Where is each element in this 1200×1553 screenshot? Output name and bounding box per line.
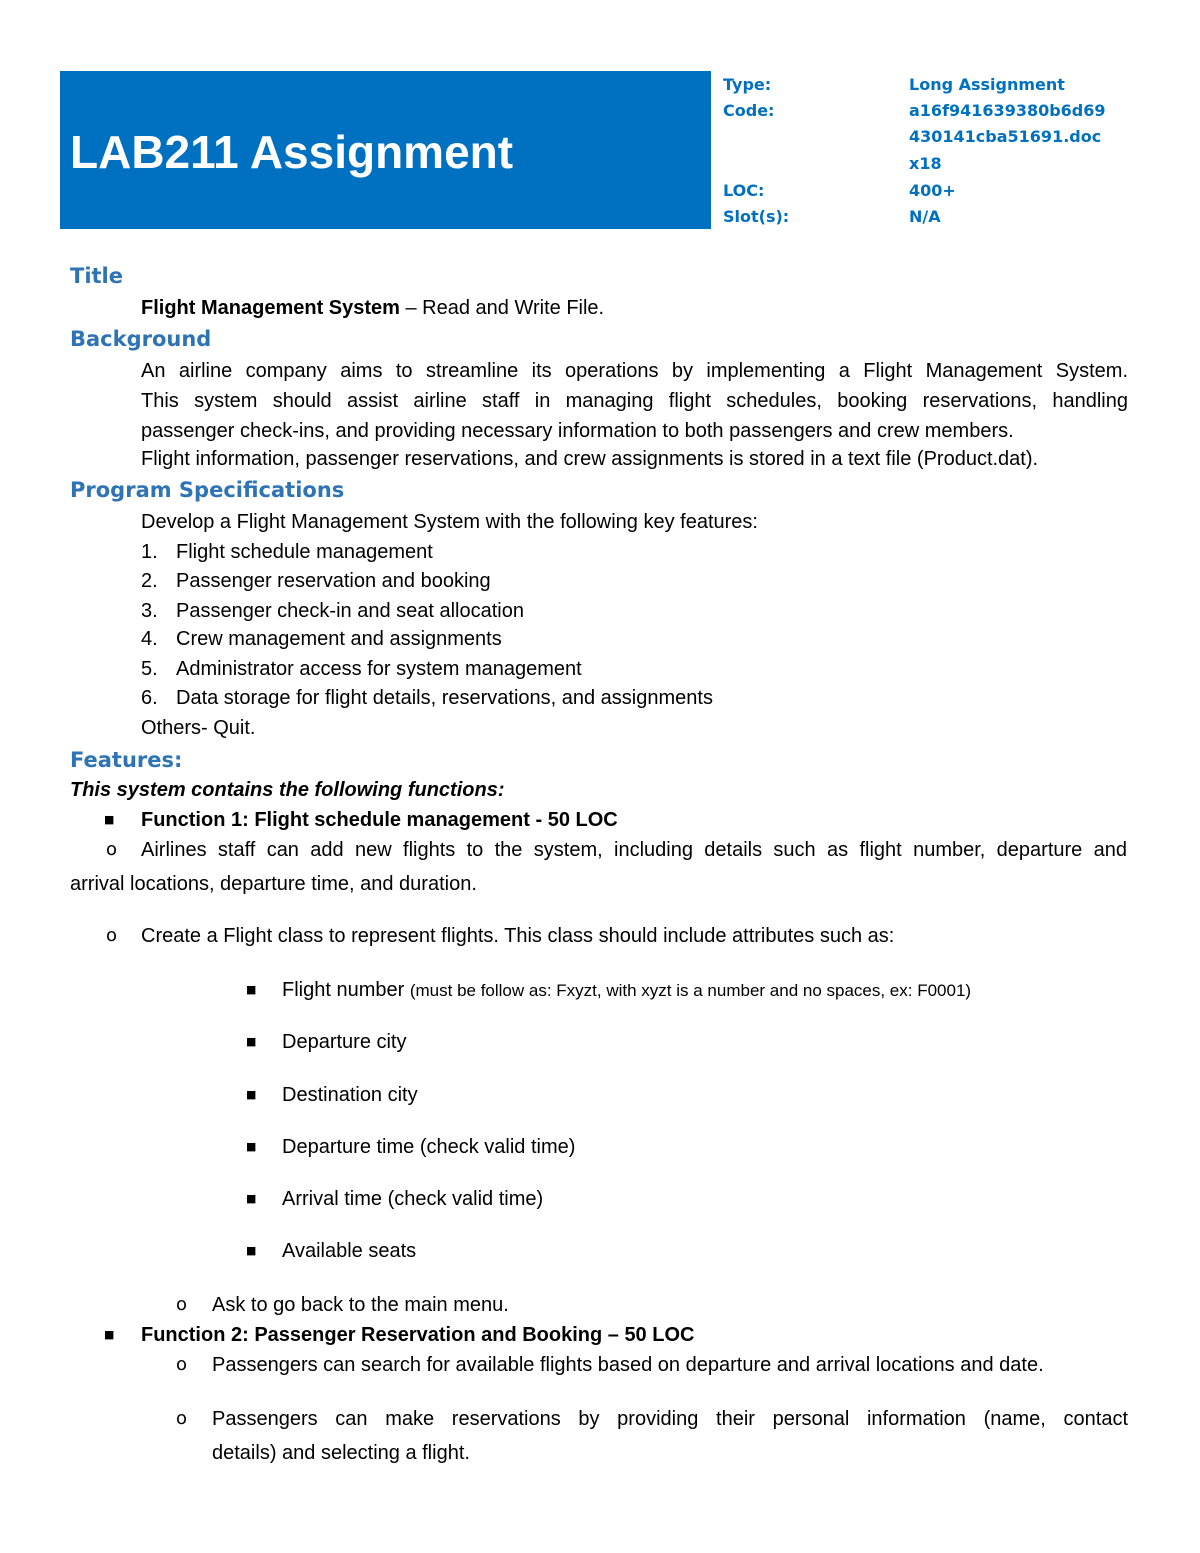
background-line-2: This system should assist airline staff in managing flight schedules, booking reservations, handling — [141, 390, 1128, 412]
function-1-title: Function 1: Flight schedule management - 50 LOC — [141, 809, 618, 831]
title-rest-text: – Read and Write File. — [399, 297, 605, 319]
specs-item-text: Data storage for flight details, reservations, and assignments — [176, 687, 713, 709]
specs-item-text: Flight schedule management — [176, 541, 433, 563]
section-heading-features: Features: — [70, 748, 183, 772]
f1-bullet-2: Create a Flight class to represent flights. This class should include attributes such as: — [141, 925, 895, 947]
square-bullet-icon: ■ — [246, 1035, 257, 1048]
meta-code-label: Code: — [723, 101, 775, 120]
f2-bullet-1: Passengers can search for available flights based on departure and arrival locations and date. — [212, 1354, 1044, 1376]
meta-type-label: Type: — [723, 75, 772, 94]
f2-bullet-2-line-2: details) and selecting a flight. — [212, 1442, 470, 1464]
specs-item-text: Crew management and assignments — [176, 628, 502, 650]
meta-loc-value: 400+ — [909, 181, 956, 200]
section-heading-title: Title — [70, 264, 124, 288]
circle-bullet-icon: o — [176, 1408, 188, 1429]
document-title: LAB211 Assignment — [70, 126, 514, 178]
specs-item-text: Administrator access for system management — [176, 658, 582, 680]
title-bold-text: Flight Management System — [141, 297, 400, 319]
section-heading-specs: Program Specifications — [70, 478, 345, 502]
f1-attr-flight-number-hint: (must be follow as: Fxyzt, with xyzt is a number and no spaces, ex: F0001) — [409, 981, 972, 1000]
specs-item-number: 6. — [141, 687, 158, 709]
square-bullet-icon: ■ — [246, 983, 257, 996]
specs-item-number: 1. — [141, 541, 158, 563]
title-banner — [60, 71, 711, 229]
f1-bullet-1-line-2: arrival locations, departure time, and duration. — [70, 873, 477, 895]
circle-bullet-icon: o — [106, 839, 118, 860]
specs-item-number: 4. — [141, 628, 158, 650]
f1-attr-item: Arrival time (check valid time) — [282, 1188, 544, 1210]
background-paragraph-2: Flight information, passenger reservations, and crew assignments is stored in a text file (Product.dat). — [141, 448, 1039, 470]
meta-type-value: Long Assignment — [909, 75, 1065, 94]
f1-attr-flight-number — [282, 977, 971, 1004]
f1-attr-item: Departure city — [282, 1031, 407, 1053]
meta-loc-label: LOC: — [723, 181, 765, 200]
features-intro: This system contains the following functions: — [70, 779, 505, 801]
meta-code-value: a16f941639380b6d69 — [909, 101, 1106, 120]
square-bullet-icon: ■ — [246, 1192, 257, 1205]
f1-bullet-3: Ask to go back to the main menu. — [212, 1294, 509, 1316]
background-line-1: An airline company aims to streamline its operations by implementing a Flight Management System. — [141, 360, 1128, 382]
title-text — [141, 295, 604, 321]
f1-attr-item: Available seats — [282, 1240, 417, 1262]
f2-bullet-2-line-1: Passengers can make reservations by providing their personal information (name, contact — [212, 1408, 1128, 1430]
specs-item-text: Passenger check-in and seat allocation — [176, 600, 524, 622]
specs-item-text: Passenger reservation and booking — [176, 570, 491, 592]
circle-bullet-icon: o — [106, 925, 118, 946]
f1-attr-flight-number-label: Flight number — [282, 979, 405, 1001]
function-2-title: Function 2: Passenger Reservation and Booking – 50 LOC — [141, 1324, 695, 1346]
circle-bullet-icon: o — [176, 1354, 188, 1375]
meta-slot-label: Slot(s): — [723, 207, 790, 226]
section-heading-background: Background — [70, 327, 212, 351]
specs-item-number: 5. — [141, 658, 158, 680]
square-bullet-icon: ■ — [246, 1244, 257, 1257]
meta-code-value-cont: 430141cba51691.doc — [909, 127, 1102, 146]
square-bullet-icon: ■ — [246, 1140, 257, 1153]
circle-bullet-icon: o — [176, 1294, 188, 1315]
background-line-3: passenger check-ins, and providing necessary information to both passengers and crew members. — [141, 420, 1014, 442]
specs-item-number: 2. — [141, 570, 158, 592]
square-bullet-icon: ■ — [104, 1328, 115, 1341]
f1-attr-item: Destination city — [282, 1084, 418, 1106]
f1-attr-item: Departure time (check valid time) — [282, 1136, 576, 1158]
meta-slot-value: N/A — [909, 207, 941, 226]
meta-code-value-cont2: x18 — [909, 154, 942, 173]
specs-intro: Develop a Flight Management System with the following key features: — [141, 511, 758, 533]
specs-item-number: 3. — [141, 600, 158, 622]
f1-bullet-1-line-1: Airlines staff can add new flights to the system, including details such as flight number, departure and — [141, 839, 1127, 861]
square-bullet-icon: ■ — [104, 813, 115, 826]
square-bullet-icon: ■ — [246, 1088, 257, 1101]
specs-others: Others- Quit. — [141, 717, 256, 739]
